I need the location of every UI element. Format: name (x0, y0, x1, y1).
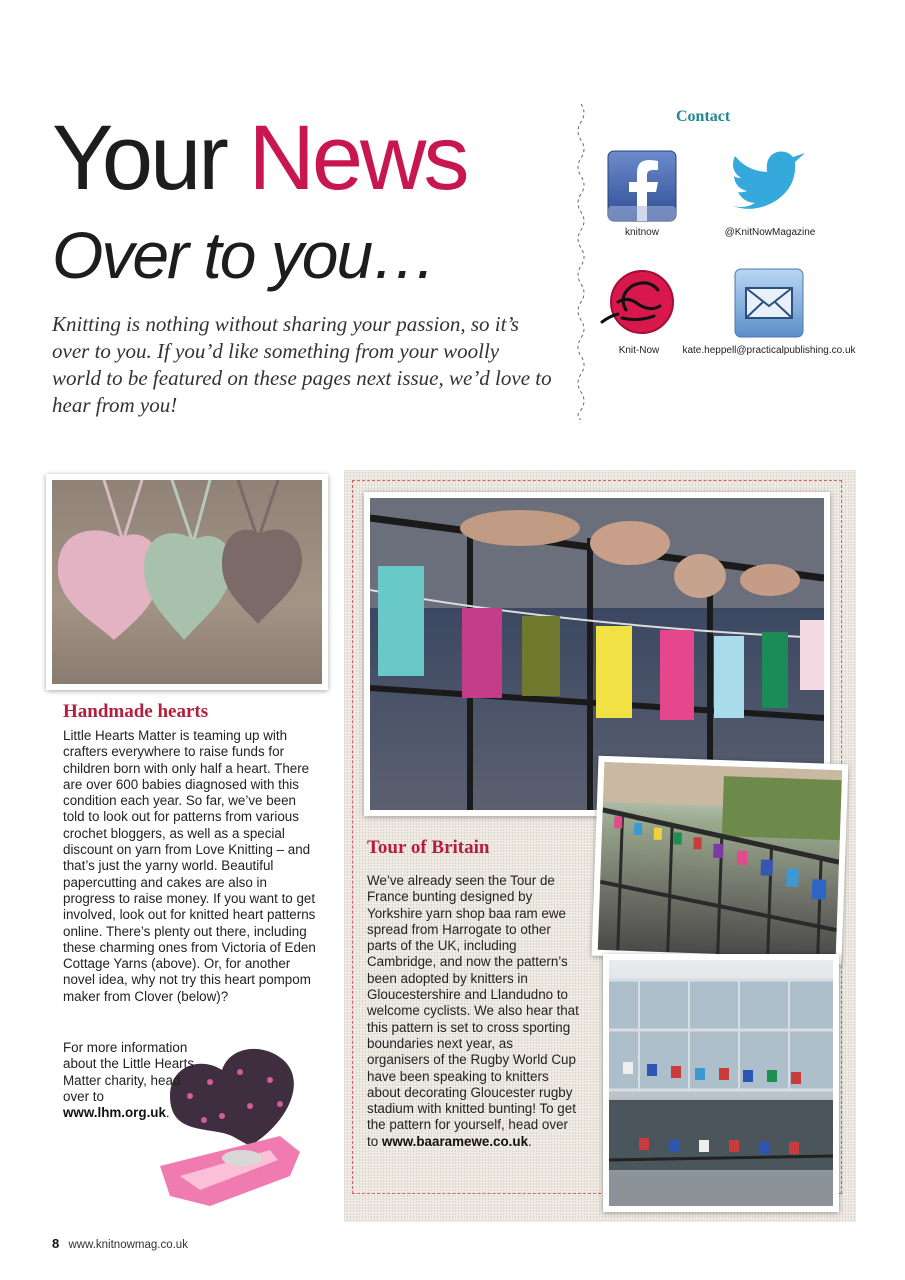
britain-body-text: We’ve already seen the Tour de France bunting designed by Yorkshire yarn shop baa ram ewe spread from Harrogate to other parts of the UK, including Cambridge, and now the pattern’s been adopted by knitters in Gloucestershire and Llandudno to welcome cyclists. We also hear that this pattern is set to cross sporting boundaries next year, as organisers of the Rugby World Cup have been speaking to knitters about decorating Gloucester rugby stadium with knitted bunting! To get the pattern for yourself, head over to (367, 873, 579, 1149)
footer-url[interactable]: www.knitnowmag.co.uk (68, 1239, 188, 1251)
page-footer (52, 1236, 188, 1251)
contact-title: Contact (676, 108, 731, 125)
ravelry-icon[interactable] (598, 266, 678, 345)
facebook-icon[interactable] (607, 150, 677, 227)
page-number: 8 (52, 1236, 60, 1251)
hearts-more-info-text: For more information about the Little Hearts Matter charity, head over to (63, 1040, 195, 1104)
email-label: kate.heppell@practicalpublishing.co.uk (682, 345, 856, 356)
page-subtitle: Over to you… (52, 218, 436, 292)
twitter-label: @KnitNowMagazine (724, 227, 816, 238)
britain-heading: Tour of Britain (367, 837, 490, 858)
lhm-link[interactable]: www.lhm.org.uk (63, 1105, 166, 1121)
page-title (52, 107, 467, 209)
bunting-building-photo (603, 954, 839, 1212)
hearts-link-end: . (165, 1105, 170, 1121)
knitted-hearts-photo (46, 474, 328, 690)
baaramewe-link[interactable]: www.baaramewe.co.uk (381, 1133, 529, 1149)
twitter-icon[interactable] (727, 148, 813, 225)
wavy-divider (570, 104, 592, 420)
bunting-bridge-photo (592, 756, 849, 965)
hearts-heading: Handmade hearts (63, 701, 209, 722)
britain-body (367, 873, 579, 1150)
britain-link-end: . (528, 1133, 532, 1149)
email-icon[interactable] (734, 268, 804, 343)
intro-text: Knitting is nothing without sharing your passion, so it’s over to you. If you’d like something from your woolly world to be featured on these pages next issue, we’d love to hear from you! (52, 312, 552, 417)
title-news: News (248, 107, 467, 209)
title-your: Your (52, 107, 226, 209)
ravelry-label: Knit-Now (618, 345, 660, 356)
hearts-more-info (63, 1040, 195, 1121)
hearts-body: Little Hearts Matter is teaming up with crafters everywhere to raise funds for children born with only half a heart. There are over 600 babies diagnosed with this condition each year. So far, we’ve been told to look out for patterns from various crochet bloggers, as well as a special discount on yarn from Love Knitting – and that’s just the yarny world. Beautiful papercutting and cakes are also in progress to raise money. If you want to get involved, look out for knitted heart patterns online. There’s plenty out there, including these charming ones from Victoria of Eden Cottage Yarns (above). Or, for another novel idea, why not try this heart pompom maker from Clover (below)? (63, 728, 316, 1004)
facebook-label: knitnow (625, 227, 659, 238)
